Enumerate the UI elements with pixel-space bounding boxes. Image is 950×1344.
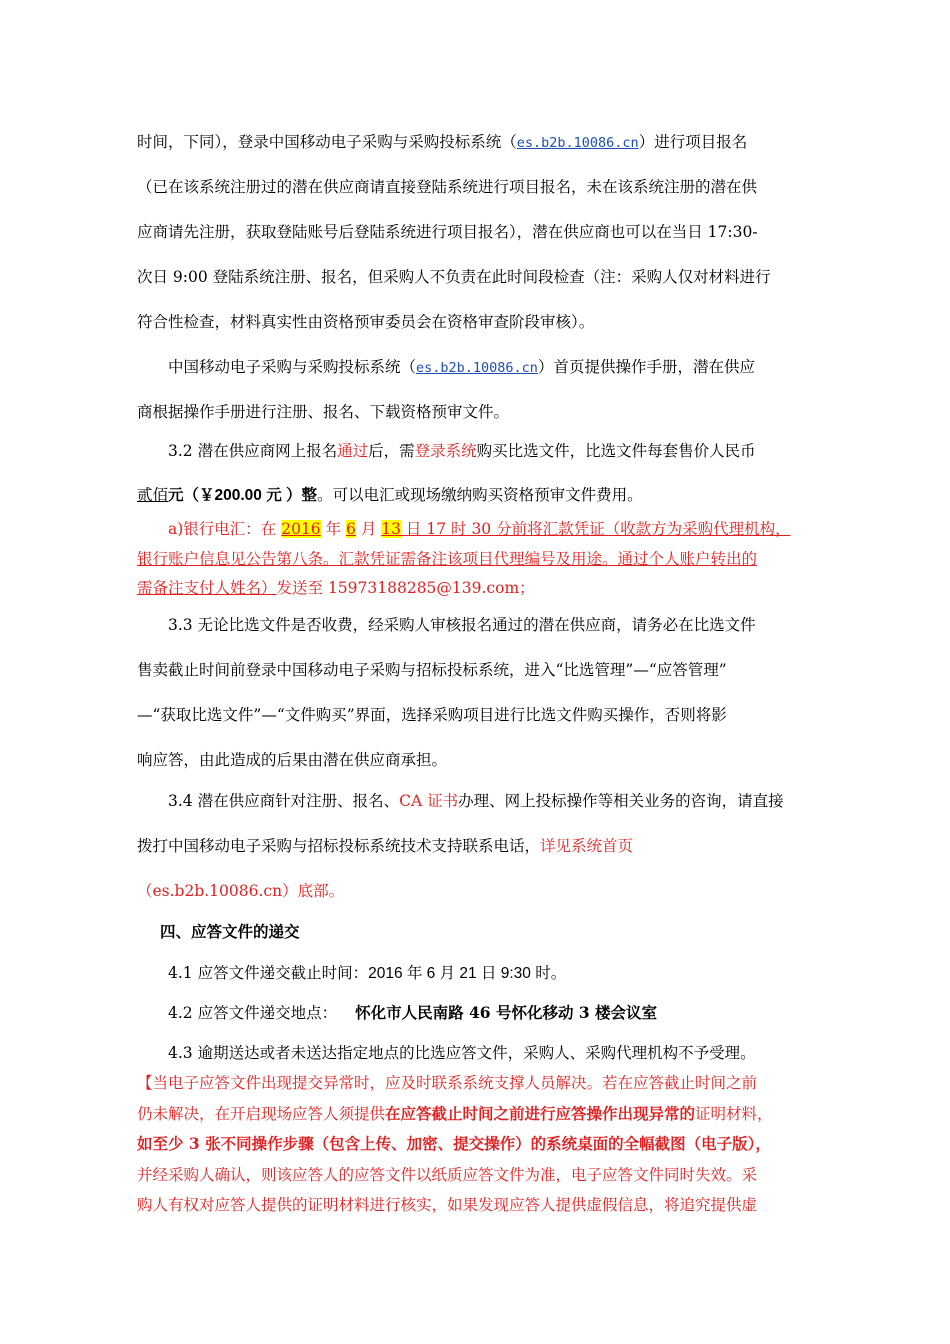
paragraph-line: 3.2 潜在供应商网上报名通过后，需登录系统购买比选文件，比选文件每套售价人民币: [168, 442, 756, 460]
paragraph-line: 拨打中国移动电子采购与招标投标系统技术支持联系电话，详见系统首页: [137, 837, 634, 855]
notice-line: 仍未解决，在开启现场应答人须提供在应答截止时间之前进行应答操作出现异常的证明材料，: [137, 1104, 773, 1123]
system-link[interactable]: es.b2b.10086.cn: [516, 135, 639, 151]
paragraph-line: 符合性检查，材料真实性由资格预审委员会在资格审查阶段审核）。: [137, 313, 595, 331]
paragraph-line: 3.3 无论比选文件是否收费，经采购人审核报名通过的潜在供应商，请务必在比选文件: [168, 616, 756, 634]
wire-transfer-line: 需备注支付人姓名）发送至 15973188285@139.com；: [137, 579, 535, 597]
paragraph-line: —“获取比选文件”—“文件购买”界面，选择采购项目进行比选文件购买操作，否则将影: [137, 706, 727, 724]
paragraph-line: 4.3 逾期送达或者未送达指定地点的比选应答文件，采购人、采购代理机构不予受理。: [168, 1044, 756, 1062]
wire-transfer-line: a)银行电汇：在 2016 年 6 月 13 日 17 时 30 分前将汇款凭证（收款方为采购代理机构，: [168, 520, 791, 538]
notice-line: 并经采购人确认，则该应答人的应答文件以纸质应答文件为准，电子应答文件同时失效。采: [137, 1166, 758, 1184]
system-link[interactable]: es.b2b.10086.cn: [416, 360, 538, 376]
paragraph-line: 时间，下同），登录中国移动电子采购与采购投标系统（es.b2b.10086.cn）进行项目报名: [137, 133, 748, 151]
paragraph-line: 3.4 潜在供应商针对注册、报名、CA 证书办理、网上投标操作等相关业务的咨询，请直接: [168, 792, 784, 810]
paragraph-line: 售卖截止时间前登录中国移动电子采购与招标投标系统，进入“比选管理”—“应答管理”: [137, 661, 727, 679]
price-line: 贰佰元（￥200.00 元 ）整。可以电汇或现场缴纳购买资格预审文件费用。: [137, 485, 643, 504]
paragraph-line: 4.1 应答文件递交截止时间：2016 年 6 月 21 日 9:30 时。: [168, 964, 567, 982]
section-heading: 四、应答文件的递交: [160, 922, 300, 941]
paragraph-line: 中国移动电子采购与采购投标系统（es.b2b.10086.cn）首页提供操作手册，潜在供应: [168, 358, 755, 376]
paragraph-line: 商根据操作手册进行注册、报名、下载资格预审文件。: [137, 403, 510, 421]
notice-line: 购人有权对应答人提供的证明材料进行核实，如果发现应答人提供虚假信息，将追究提供虚: [137, 1196, 758, 1214]
notice-line: 【当电子应答文件出现提交异常时，应及时联系系统支撑人员解决。若在应答截止时间之前: [137, 1074, 758, 1092]
paragraph-line: 响应答，由此造成的后果由潜在供应商承担。: [137, 751, 448, 769]
paragraph-line: 应商请先注册，获取登陆账号后登陆系统进行项目报名），潜在供应商也可以在当日 17:30-: [137, 223, 758, 241]
wire-transfer-line: 银行账户信息见公告第八条。汇款凭证需备注该项目代理编号及用途。通过个人账户转出的: [137, 550, 758, 568]
notice-line: 如至少 3 张不同操作步骤（包含上传、加密、提交操作）的系统桌面的全幅截图（电子版），: [137, 1134, 771, 1153]
paragraph-line: （已在该系统注册过的潜在供应商请直接登陆系统进行项目报名，未在该系统注册的潜在供: [137, 178, 758, 196]
paragraph-line: 次日 9:00 登陆系统注册、报名，但采购人不负责在此时间段检查（注：采购人仅对材料进行: [137, 268, 771, 286]
paragraph-line: 4.2 应答文件递交地点： 怀化市人民南路 46 号怀化移动 3 楼会议室: [168, 1003, 658, 1022]
paragraph-line: （es.b2b.10086.cn）底部。: [137, 882, 345, 900]
